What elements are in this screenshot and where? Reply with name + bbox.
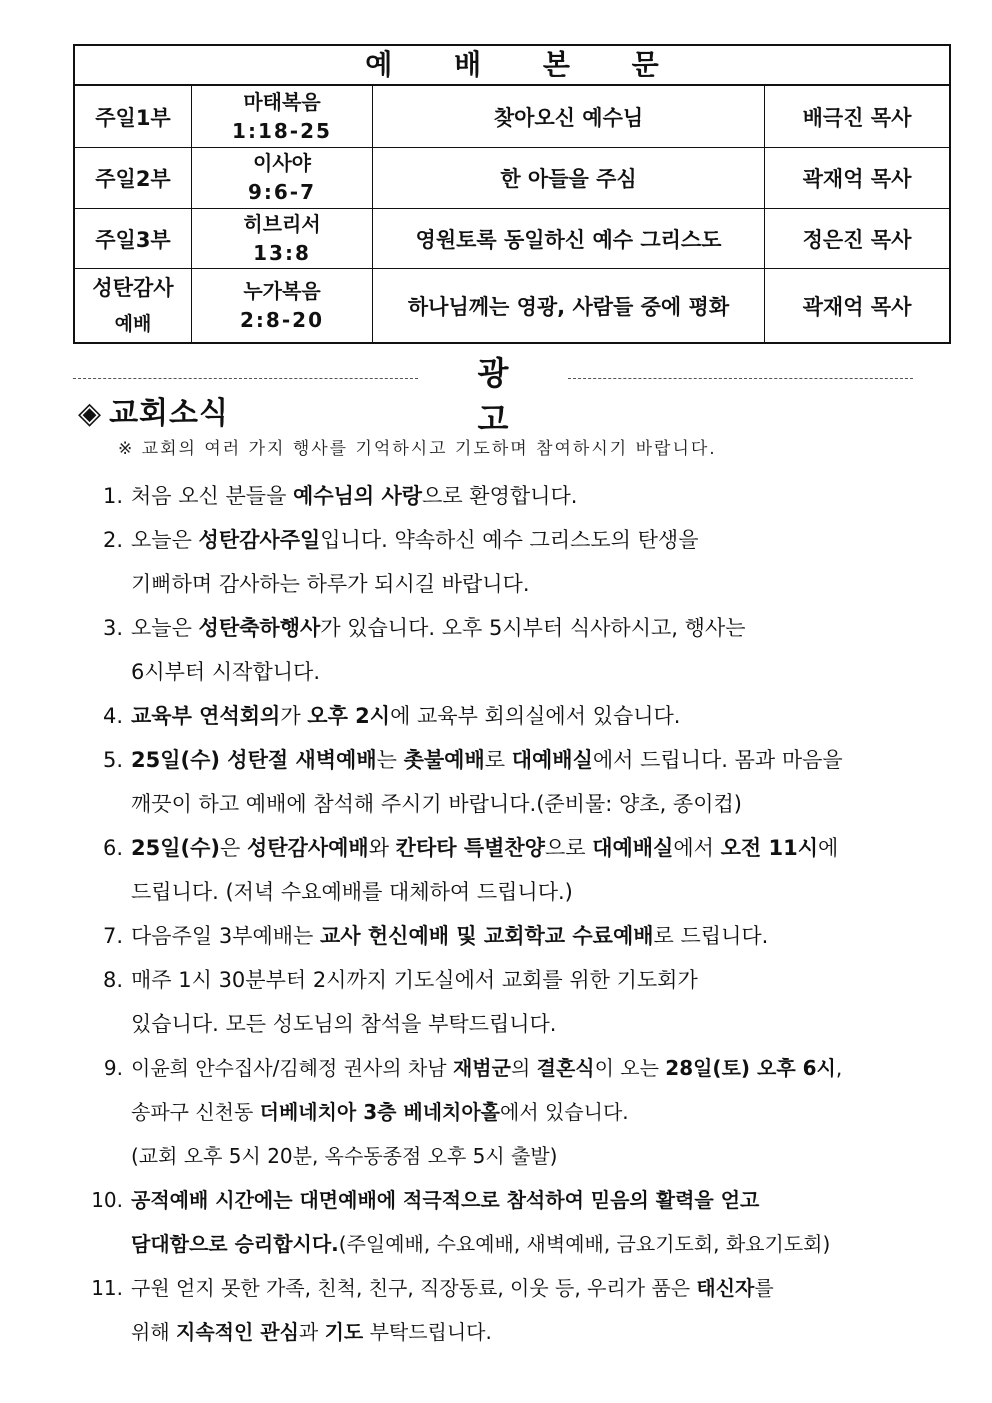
item-emphasis: 28일(토) 오후 6시 bbox=[665, 1056, 836, 1080]
item-text: , bbox=[835, 1056, 843, 1080]
service-name-line2: 예배 bbox=[114, 312, 152, 335]
item-number: 10. bbox=[91, 1188, 123, 1212]
item-text: 는 bbox=[376, 748, 404, 772]
item-text: 를 bbox=[754, 1276, 774, 1300]
item-emphasis: 교사 헌신예배 및 교회학교 수료예배 bbox=[320, 924, 654, 948]
item-emphasis: 기도 bbox=[324, 1320, 364, 1344]
list-item bbox=[73, 474, 903, 518]
church-news-note: ※ 교회의 여러 가지 행사를 기억하시고 기도하며 참여하시기 바랍니다. bbox=[118, 439, 717, 459]
scripture-verse: 1:18-25 bbox=[232, 118, 332, 143]
item-emphasis: 성탄감사주일 bbox=[198, 528, 321, 552]
item-text: 드립니다. (저녁 수요예배를 대체하여 드립니다.) bbox=[131, 880, 573, 904]
worship-row bbox=[75, 209, 949, 269]
list-item bbox=[73, 694, 903, 738]
item-text: (교회 오후 5시 20분, 옥수동종점 오후 5시 출발) bbox=[131, 1144, 558, 1168]
item-text: 있습니다. 모든 성도님의 참석을 부탁드립니다. bbox=[131, 1012, 557, 1036]
item-number: 11. bbox=[91, 1276, 123, 1300]
item-text: 오늘은 bbox=[131, 616, 199, 640]
divider bbox=[568, 378, 913, 379]
item-emphasis: 예수님의 사랑 bbox=[293, 484, 423, 508]
church-news-header bbox=[78, 396, 229, 432]
pastor-name: 곽재억 목사 bbox=[802, 294, 912, 319]
item-number: 4. bbox=[102, 704, 123, 728]
item-number: 7. bbox=[102, 924, 123, 948]
item-text: 에 bbox=[818, 836, 839, 860]
scripture-verse: 13:8 bbox=[253, 240, 311, 265]
list-item bbox=[73, 1178, 903, 1266]
item-number: 9. bbox=[103, 1056, 123, 1080]
item-number: 2. bbox=[102, 528, 123, 552]
announcement-list bbox=[73, 474, 903, 1354]
sermon-title: 영원토록 동일하신 예수 그리스도 bbox=[373, 209, 765, 268]
scripture-book: 누가복음 bbox=[243, 278, 321, 303]
item-number: 6. bbox=[102, 836, 123, 860]
item-emphasis: 교육부 연석회의 bbox=[131, 704, 281, 728]
item-emphasis: 공적예배 시간에는 대면예배에 적극적으로 참석하여 믿음의 활력을 얻고 bbox=[131, 1188, 760, 1212]
worship-table-title: 예 배 본 문 bbox=[75, 46, 949, 86]
worship-row bbox=[75, 148, 949, 209]
scripture-book: 이사야 bbox=[253, 151, 311, 175]
pastor-name: 정은진 목사 bbox=[802, 227, 912, 252]
item-text: 구원 얻지 못한 가족, 친척, 친구, 직장동료, 이웃 등, 우리가 품은 bbox=[131, 1276, 697, 1300]
worship-row bbox=[75, 269, 949, 342]
sermon-title: 한 아들을 주심 bbox=[373, 148, 765, 208]
item-emphasis: 대예배실 bbox=[511, 748, 593, 772]
item-text: 이윤희 안수집사/김혜정 권사의 차남 bbox=[131, 1056, 453, 1080]
item-emphasis: 재범군 bbox=[452, 1056, 511, 1080]
worship-row bbox=[75, 86, 949, 148]
item-number: 5. bbox=[102, 748, 123, 772]
item-emphasis: 대예배실 bbox=[592, 836, 674, 860]
scripture-cell bbox=[192, 148, 373, 208]
item-text: 매주 1시 30분부터 2시까지 기도실에서 교회를 위한 기도회가 bbox=[131, 968, 698, 992]
item-text: 다음주일 3부예배는 bbox=[131, 924, 320, 948]
item-text: 에서 드립니다. 몸과 마음을 bbox=[592, 748, 843, 772]
item-number: 8. bbox=[102, 968, 123, 992]
item-text: 기뻐하며 감사하는 하루가 되시길 바랍니다. bbox=[131, 572, 530, 596]
item-text: 입니다. 약속하신 예수 그리스도의 탄생을 bbox=[320, 528, 699, 552]
item-text: 가 bbox=[280, 704, 308, 728]
item-text: 으로 bbox=[544, 836, 593, 860]
item-emphasis: 성탄축하행사 bbox=[198, 616, 321, 640]
scripture-verse: 9:6-7 bbox=[247, 180, 317, 204]
list-item bbox=[73, 1046, 903, 1178]
item-text: 로 드립니다. bbox=[653, 924, 769, 948]
item-text: 처음 오신 분들을 bbox=[131, 484, 294, 508]
list-item bbox=[73, 914, 903, 958]
worship-schedule-table bbox=[73, 44, 951, 344]
item-text: 에서 있습니다. bbox=[500, 1100, 629, 1124]
list-item bbox=[73, 738, 903, 826]
item-emphasis: 태신자 bbox=[696, 1276, 755, 1300]
scripture-cell bbox=[192, 269, 373, 342]
item-number: 1. bbox=[102, 484, 123, 508]
list-item bbox=[73, 606, 903, 694]
item-number: 3. bbox=[102, 616, 123, 640]
item-emphasis: 촛불예배 bbox=[403, 748, 485, 772]
item-text: 로 bbox=[484, 748, 512, 772]
item-text: 오늘은 bbox=[131, 528, 199, 552]
list-item bbox=[73, 518, 903, 606]
divider bbox=[73, 378, 418, 379]
item-text: 부탁드립니다. bbox=[363, 1320, 492, 1344]
service-name bbox=[75, 269, 192, 342]
scripture-book: 마태복음 bbox=[243, 89, 321, 114]
list-item bbox=[73, 958, 903, 1046]
item-text: 6시부터 시작합니다. bbox=[131, 660, 320, 684]
item-text: 송파구 신천동 bbox=[131, 1100, 260, 1124]
list-item bbox=[73, 1266, 903, 1354]
scripture-cell bbox=[192, 209, 373, 268]
item-text: 으로 환영합니다. bbox=[422, 484, 578, 508]
item-text: 과 bbox=[298, 1320, 325, 1344]
item-text: 이 오는 bbox=[594, 1056, 666, 1080]
sermon-title: 찾아오신 예수님 bbox=[373, 86, 765, 147]
item-text: 와 bbox=[368, 836, 396, 860]
service-name-line1: 성탄감사 bbox=[92, 275, 174, 300]
item-emphasis: 담대함으로 승리합시다. bbox=[131, 1232, 339, 1256]
item-emphasis: 성탄감사예배 bbox=[246, 836, 369, 860]
service-name: 주일2부 bbox=[75, 148, 192, 208]
item-emphasis: 지속적인 관심 bbox=[176, 1320, 299, 1344]
pastor-name: 곽재억 목사 bbox=[802, 167, 912, 191]
sermon-title: 하나님께는 영광, 사람들 중에 평화 bbox=[373, 269, 765, 342]
item-text: 의 bbox=[510, 1056, 537, 1080]
item-text: 에 교육부 회의실에서 있습니다. bbox=[390, 704, 681, 728]
item-text: 위해 bbox=[131, 1320, 176, 1344]
scripture-book: 히브리서 bbox=[243, 211, 321, 236]
item-emphasis: 오후 2시 bbox=[307, 704, 391, 728]
item-text: 은 bbox=[220, 836, 247, 860]
scripture-cell bbox=[192, 86, 373, 147]
church-news-title: 교회소식 bbox=[109, 396, 229, 431]
item-text: 가 있습니다. 오후 5시부터 식사하시고, 행사는 bbox=[320, 616, 746, 640]
item-emphasis: 칸타타 특별찬양 bbox=[395, 836, 545, 860]
scripture-verse: 2:8-20 bbox=[240, 307, 324, 332]
item-text: (주일예배, 수요예배, 새벽예배, 금요기도회, 화요기도회) bbox=[338, 1232, 831, 1256]
item-emphasis: 25일(수) 성탄절 새벽예배 bbox=[131, 748, 377, 772]
item-emphasis: 25일(수) bbox=[131, 836, 220, 860]
pastor-name: 배극진 목사 bbox=[802, 105, 912, 130]
service-name: 주일3부 bbox=[75, 209, 192, 268]
list-item bbox=[73, 826, 903, 914]
item-text: 깨끗이 하고 예배에 참석해 주시기 바랍니다.(준비물: 양초, 종이컵) bbox=[131, 792, 742, 816]
item-emphasis: 더베네치아 3층 베네치아홀 bbox=[259, 1100, 501, 1124]
item-text: 에서 bbox=[673, 836, 721, 860]
item-emphasis: 오전 11시 bbox=[720, 836, 819, 860]
announcement-title: 광 고 bbox=[477, 354, 545, 438]
diamond-bullet-icon: ◈ bbox=[78, 396, 102, 431]
item-emphasis: 결혼식 bbox=[536, 1056, 595, 1080]
service-name: 주일1부 bbox=[75, 86, 192, 147]
